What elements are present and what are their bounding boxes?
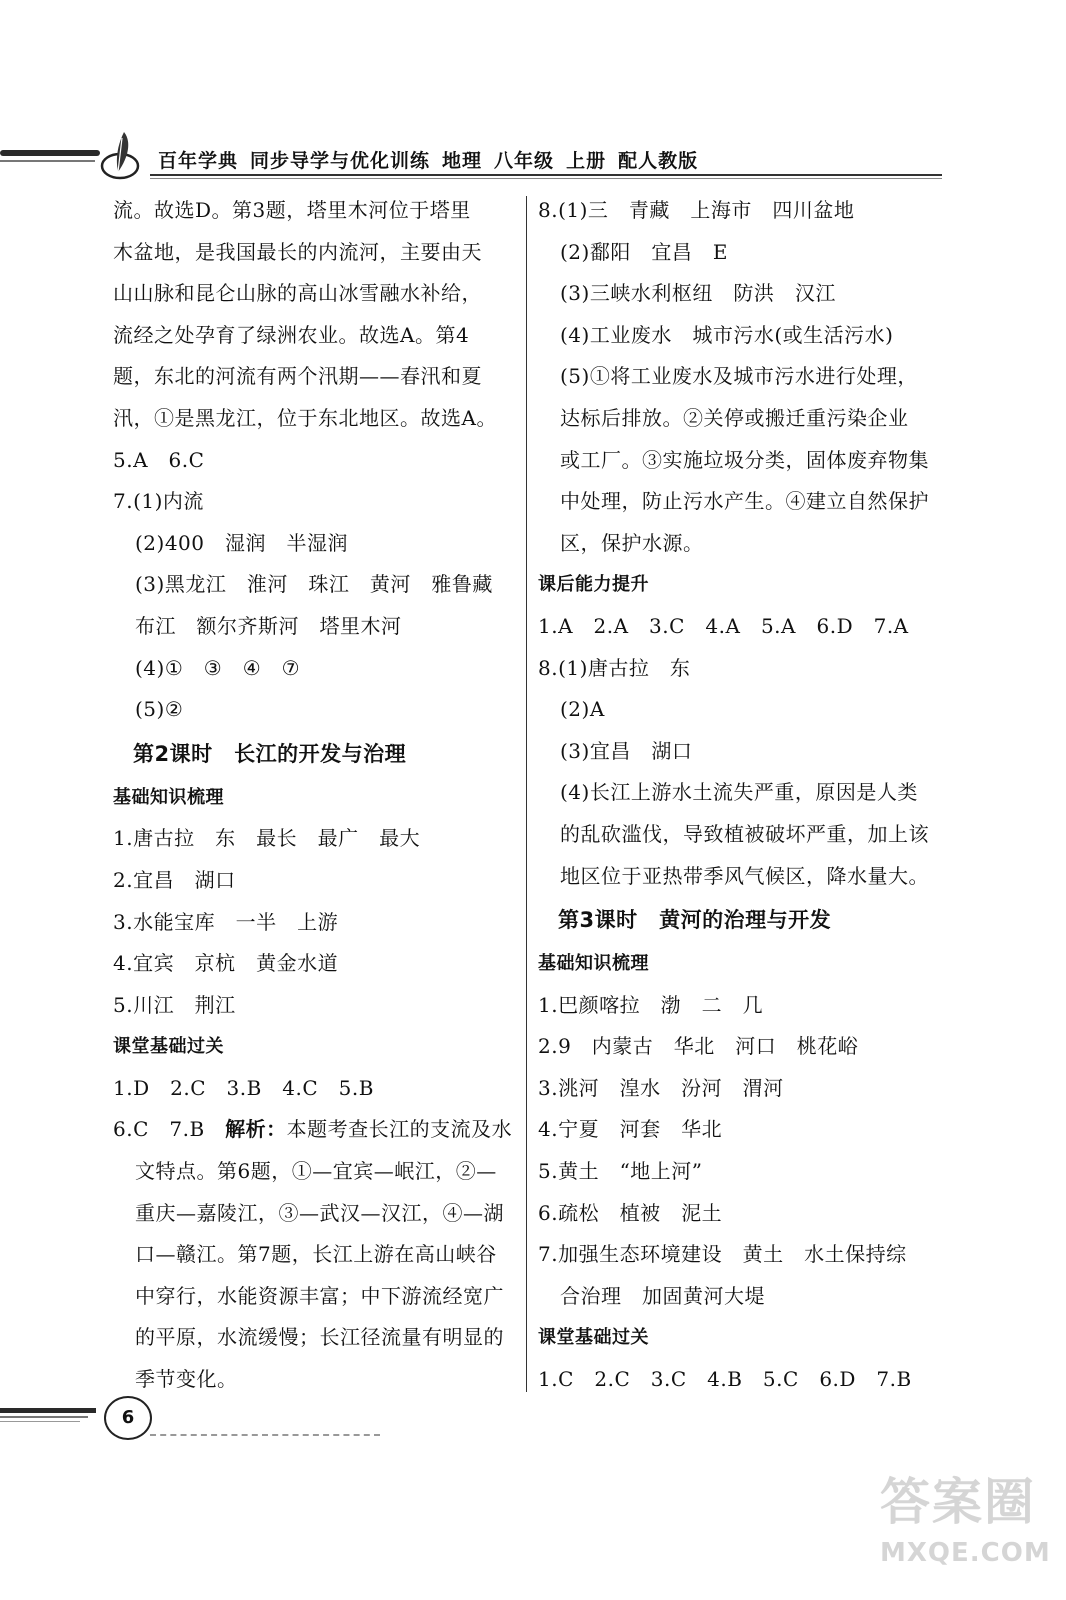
answer-line: 1.A 2.A 3.C 4.A 5.A 6.D 7.A [538, 613, 909, 638]
section-heading: 基础知识梳理 [113, 786, 224, 808]
answer-line: (3)宜昌 湖口 [560, 738, 693, 763]
section-heading: 课堂基础过关 [538, 1327, 649, 1349]
lesson-title: 第2课时 长江的开发与治理 [133, 741, 407, 766]
header-brand: 百年学典 [158, 150, 239, 172]
answer-line: 1.唐古拉 东 最长 最广 最大 [113, 826, 421, 851]
answer-line: (4)① ③ ④ ⑦ [135, 655, 301, 680]
answer-line: 4.宜宾 京杭 黄金水道 [113, 951, 339, 976]
answer-line: 1.C 2.C 3.C 4.B 5.C 6.D 7.B [538, 1367, 912, 1392]
answer-line: (4)长江上游水土流失严重，原因是人类 [560, 780, 918, 805]
footer-rule-bar [0, 1408, 96, 1413]
answer-prefix: 6.C 7.B [113, 1117, 226, 1142]
header-underline-thin [150, 178, 942, 179]
footer-rule-bar-thin [0, 1416, 88, 1418]
page-footer [0, 1392, 520, 1452]
answer-line: 布江 额尔齐斯河 塔里木河 [135, 613, 402, 638]
answer-line: 5.川江 荆江 [113, 992, 236, 1017]
header-volume: 上册 [566, 150, 607, 172]
answer-line: (4)工业废水 城市污水(或生活污水) [560, 322, 894, 347]
answer-line: 8.(1)三 青藏 上海市 四川盆地 [538, 198, 855, 222]
section-heading: 课后能力提升 [538, 574, 649, 596]
answer-line: 4.宁夏 河套 华北 [538, 1117, 723, 1142]
column-divider [526, 196, 527, 1392]
answer-line: 中穿行，水能资源丰富；中下游流经宽广 [135, 1283, 504, 1308]
answer-line: 7.加强生态环境建设 黄土 水土保持综 [538, 1242, 907, 1267]
answer-line: 区，保护水源。 [560, 530, 704, 555]
header-edition: 配人教版 [618, 150, 699, 172]
answer-line: 1.巴颜喀拉 渤 二 几 [538, 992, 764, 1017]
answer-line: (3)三峡水利枢纽 防洪 汉江 [560, 281, 836, 306]
header-series: 同步导学与优化训练 [250, 150, 431, 172]
answer-line: (3)黑龙江 淮河 珠江 黄河 雅鲁藏 [135, 572, 493, 597]
answer-line: 6.疏松 植被 泥土 [538, 1200, 723, 1225]
watermark-logo-text: 答案圈 [880, 1473, 1036, 1531]
answer-line: 合治理 加固黄河大堤 [560, 1283, 765, 1308]
answer-line: 流经之处孕育了绿洲农业。故选A。第4 [113, 322, 470, 347]
site-watermark [880, 1462, 1050, 1592]
answer-line: 流。故选D。第3题，塔里木河位于塔里 [113, 198, 471, 222]
lesson-title: 第3课时 黄河的治理与开发 [558, 908, 832, 933]
answer-line: 中处理，防止污水产生。④建立自然保护 [560, 489, 929, 514]
answer-line: 木盆地，是我国最长的内流河，主要由天 [113, 239, 482, 264]
answer-line: 1.D 2.C 3.B 4.C 5.B [113, 1075, 374, 1100]
answer-line: 3.水能宝库 一半 上游 [113, 909, 339, 934]
answer-line: 的乱砍滥伐，导致植被破坏严重，加上该 [560, 821, 929, 846]
answer-line: 2.9 内蒙古 华北 河口 桃花峪 [538, 1034, 859, 1059]
header-grade: 八年级 [494, 150, 555, 172]
watermark-url: MXQE.COM [880, 1538, 1051, 1568]
answer-line: (2)A [560, 697, 605, 722]
answer-line: (2)鄱阳 宜昌 E [560, 239, 728, 264]
right-column [538, 190, 950, 1401]
page-number: 6 [104, 1396, 152, 1440]
answer-line: 题，东北的河流有两个汛期——春汛和夏 [113, 364, 482, 389]
answer-line: 8.(1)唐古拉 东 [538, 655, 691, 680]
quill-feather-icon [98, 128, 144, 182]
answer-line: 3.洮河 湟水 汾河 渭河 [538, 1075, 784, 1100]
footer-rule-bar-hair [0, 1421, 80, 1422]
analysis-label: 解析： [225, 1117, 287, 1142]
answer-line: (2)400 湿润 半湿润 [135, 530, 349, 555]
left-column [113, 190, 519, 1401]
answer-line: 口—赣江。第7题，长江上游在高山峡谷 [135, 1242, 497, 1267]
answer-line: 达标后排放。②关停或搬迁重污染企业 [560, 405, 909, 430]
answer-line: 或工厂。③实施垃圾分类，固体废弃物集 [560, 447, 929, 472]
answer-line: 5.黄土 “地上河” [538, 1159, 703, 1184]
answer-line: 山山脉和昆仑山脉的高山冰雪融水补给， [113, 281, 482, 306]
header-rule-bar-thin [0, 160, 95, 162]
section-heading: 基础知识梳理 [538, 953, 649, 975]
answer-line: 地区位于亚热带季风气候区，降水量大。 [560, 863, 929, 888]
answer-line: 季节变化。 [135, 1367, 238, 1392]
answer-line [113, 1109, 519, 1151]
footer-dashed-rule [150, 1434, 380, 1436]
page-header [0, 110, 1066, 190]
answer-line: 的平原，水流缓慢；长江径流量有明显的 [135, 1325, 504, 1350]
answer-line: 汛，①是黑龙江，位于东北地区。故选A。 [113, 405, 497, 430]
analysis-text: 本题考查长江的支流及水 [286, 1117, 513, 1142]
section-heading: 课堂基础过关 [113, 1036, 224, 1058]
answer-line: (5)② [135, 697, 184, 722]
answer-line: 2.宜昌 湖口 [113, 867, 236, 892]
header-rule-bar [0, 150, 100, 156]
answer-line: 文特点。第6题，①—宜宾—岷江，②— [135, 1159, 497, 1184]
answer-line: 重庆—嘉陵江，③—武汉—汉江，④—湖 [135, 1200, 504, 1225]
header-subject: 地理 [442, 150, 483, 172]
answer-line: 7.(1)内流 [113, 489, 204, 514]
header-underline [150, 174, 942, 176]
answer-line: 5.A 6.C [113, 447, 205, 472]
header-title [158, 146, 710, 173]
answer-line: (5)①将工业废水及城市污水进行处理， [560, 364, 918, 389]
